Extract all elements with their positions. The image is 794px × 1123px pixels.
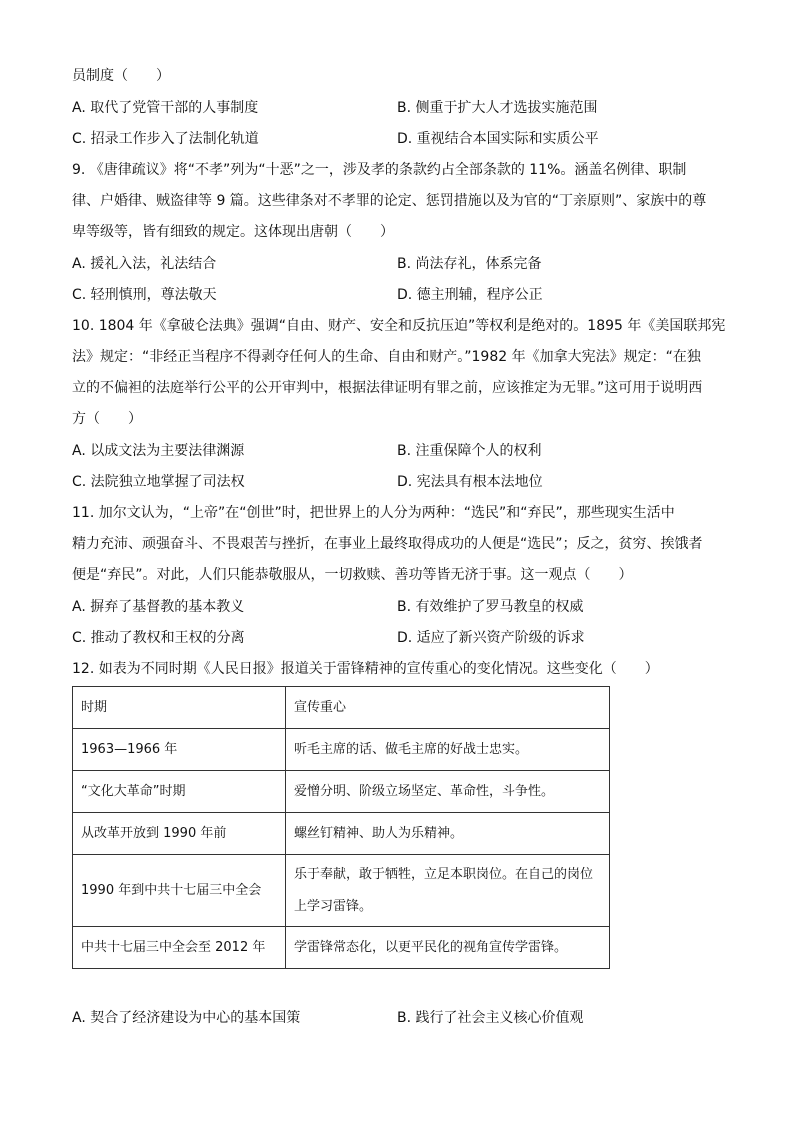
table-row [73,813,610,855]
q10-option-a: A. 以成文法为主要法律渊源 [72,443,245,459]
q10-line-3: 立的不偏袒的法庭举行公平的公开审判中，根据法律证明有罪之前，应该推定为无罪。”这可用于说明西 [72,380,703,396]
q12-option-a: A. 契合了经济建设为中心的基本国策 [72,1010,301,1026]
q9-line-3: 卑等级等，皆有细致的规定。这体现出唐朝（ ） [72,224,394,240]
table-cell-period: 中共十七届三中全会至 2012 年 [73,927,286,969]
table-row [73,729,610,771]
q11-option-a: A. 摒弃了基督教的基本教义 [72,599,245,615]
q12-table [72,686,610,969]
table-cell-period: 1963—1966 年 [73,729,286,771]
table-row [73,855,610,927]
table-cell-focus-text: 乐于奉献，敢于牺牲，立足本职岗位。在自己的岗位上学习雷锋。 [294,866,594,914]
q10-line-2: 法》规定：“非经正当程序不得剥夺任何人的生命、自由和财产。”1982 年《加拿大宪法》规定：“在独 [72,349,701,365]
q11-option-c: C. 推动了教权和王权的分离 [72,630,245,646]
q9-line-1: 9. 《唐律疏议》将“不孝”列为“十恶”之一，涉及孝的条款约占全部条款的 11%。涵盖名例律、职制 [72,162,687,178]
table-row [73,771,610,813]
table-cell-focus: 爱憎分明、阶级立场坚定、革命性，斗争性。 [286,771,610,813]
q8-option-b: B. 侧重于扩大人才选拔实施范围 [397,100,598,116]
q11-line-1: 11. 加尔文认为，“上帝”在“创世”时，把世界上的人分为两种：“选民”和“弃民”，那些现实生活中 [72,505,675,521]
q9-option-b: B. 尚法存礼，体系完备 [397,256,542,272]
q11-line-2: 精力充沛、顽强奋斗、不畏艰苦与挫折，在事业上最终取得成功的人便是“选民”；反之，贫穷、挨饿者 [72,536,703,552]
q9-option-c: C. 轻刑慎刑，尊法敬天 [72,287,217,303]
q8-option-d: D. 重视结合本国实际和实质公平 [397,131,599,147]
q9-line-2: 律、户婚律、贼盗律等 9 篇。这些律条对不孝罪的论定、惩罚措施以及为官的“丁亲原则”、家族中的尊 [72,193,707,209]
q9-option-a: A. 援礼入法，礼法结合 [72,256,217,272]
table-cell-focus: 螺丝钉精神、助人为乐精神。 [286,813,610,855]
q10-option-b: B. 注重保障个人的权利 [397,443,542,459]
table-cell-period: 从改革开放到 1990 年前 [73,813,286,855]
q10-line-1: 10. 1804 年《拿破仑法典》强调“自由、财产、安全和反抗压迫”等权利是绝对的。1895 年《美国联邦宪 [72,318,726,334]
q11-line-3: 便是“弃民”。对此，人们只能恭敬服从，一切救赎、善功等皆无济于事。这一观点（ ） [72,567,633,583]
q10-option-d: D. 宪法具有根本法地位 [397,474,543,490]
table-cell-period: “文化大革命”时期 [73,771,286,813]
q10-option-c: C. 法院独立地掌握了司法权 [72,474,245,490]
table-cell-focus: 听毛主席的话、做毛主席的好战士忠实。 [286,729,610,771]
q8-option-a: A. 取代了党管干部的人事制度 [72,100,259,116]
q9-option-d: D. 德主刑辅，程序公正 [397,287,543,303]
table-cell-focus: 学雷锋常态化，以更平民化的视角宣传学雷锋。 [286,927,610,969]
table-row [73,927,610,969]
q12-stem: 12. 如表为不同时期《人民日报》报道关于雷锋精神的宣传重心的变化情况。这些变化（ ） [72,661,659,677]
q12-option-b: B. 践行了社会主义核心价值观 [397,1010,584,1026]
table-cell-period: 1990 年到中共十七届三中全会 [73,855,286,927]
table-header-row [73,687,610,729]
table-cell-focus [286,855,610,927]
table-header-cell: 时期 [73,687,286,729]
q11-option-d: D. 适应了新兴资产阶级的诉求 [397,630,585,646]
table-header-cell: 宣传重心 [286,687,610,729]
q11-option-b: B. 有效维护了罗马教皇的权威 [397,599,584,615]
q8-option-c: C. 招录工作步入了法制化轨道 [72,131,259,147]
q10-line-4: 方（ ） [72,411,142,427]
q8-stem-end: 员制度（ ） [72,68,170,84]
